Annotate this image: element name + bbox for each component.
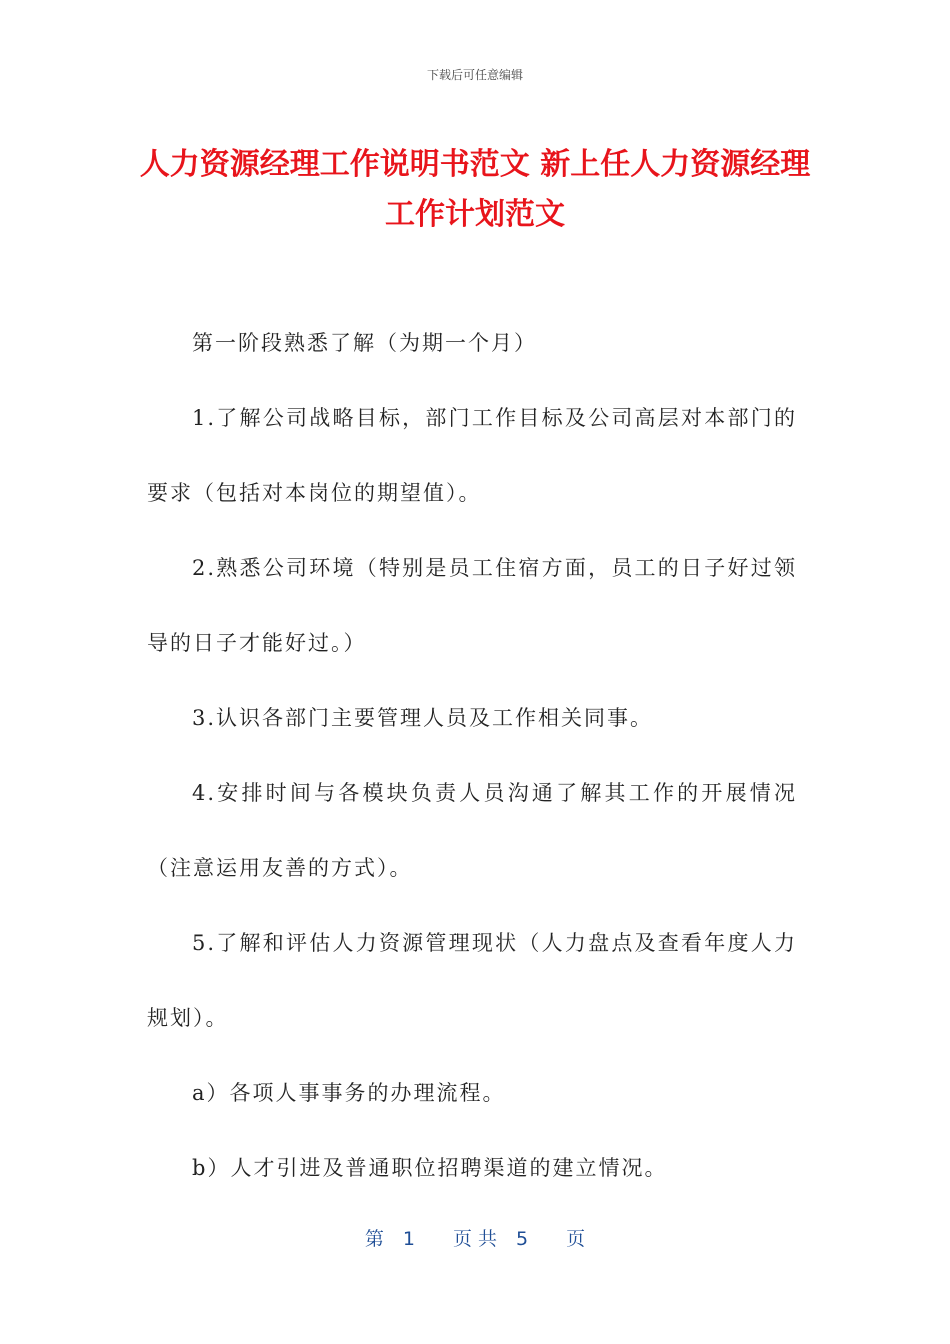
document-title: 人力资源经理工作说明书范文 新上任人力资源经理工作计划范文 <box>139 147 811 232</box>
document-body <box>147 306 797 1206</box>
paragraph-stage-heading: 第一阶段熟悉了解（为期一个月） <box>192 331 537 355</box>
paragraph-item-2: 2.熟悉公司环境（特别是员工住宿方面，员工的日子好过领导的日子才能好过。） <box>147 556 797 655</box>
paragraph-item-5: 5.了解和评估人力资源管理现状（人力盘点及查看年度人力规划）。 <box>147 931 797 1030</box>
page-header-note: 下载后可任意编辑 <box>426 68 523 82</box>
paragraph-item-3: 3.认识各部门主要管理人员及工作相关同事。 <box>192 706 654 730</box>
paragraph-sub-b: b）人才引进及普通职位招聘渠道的建立情况。 <box>192 1156 668 1180</box>
page-footer-number: 第 1 页 共 5 页 <box>364 1228 586 1250</box>
paragraph-sub-a: a）各项人事事务的办理流程。 <box>192 1081 506 1105</box>
paragraph-item-1: 1.了解公司战略目标，部门工作目标及公司高层对本部门的要求（包括对本岗位的期望值）。 <box>147 406 797 505</box>
paragraph-item-4: 4.安排时间与各模块负责人员沟通了解其工作的开展情况（注意运用友善的方式）。 <box>147 781 797 880</box>
